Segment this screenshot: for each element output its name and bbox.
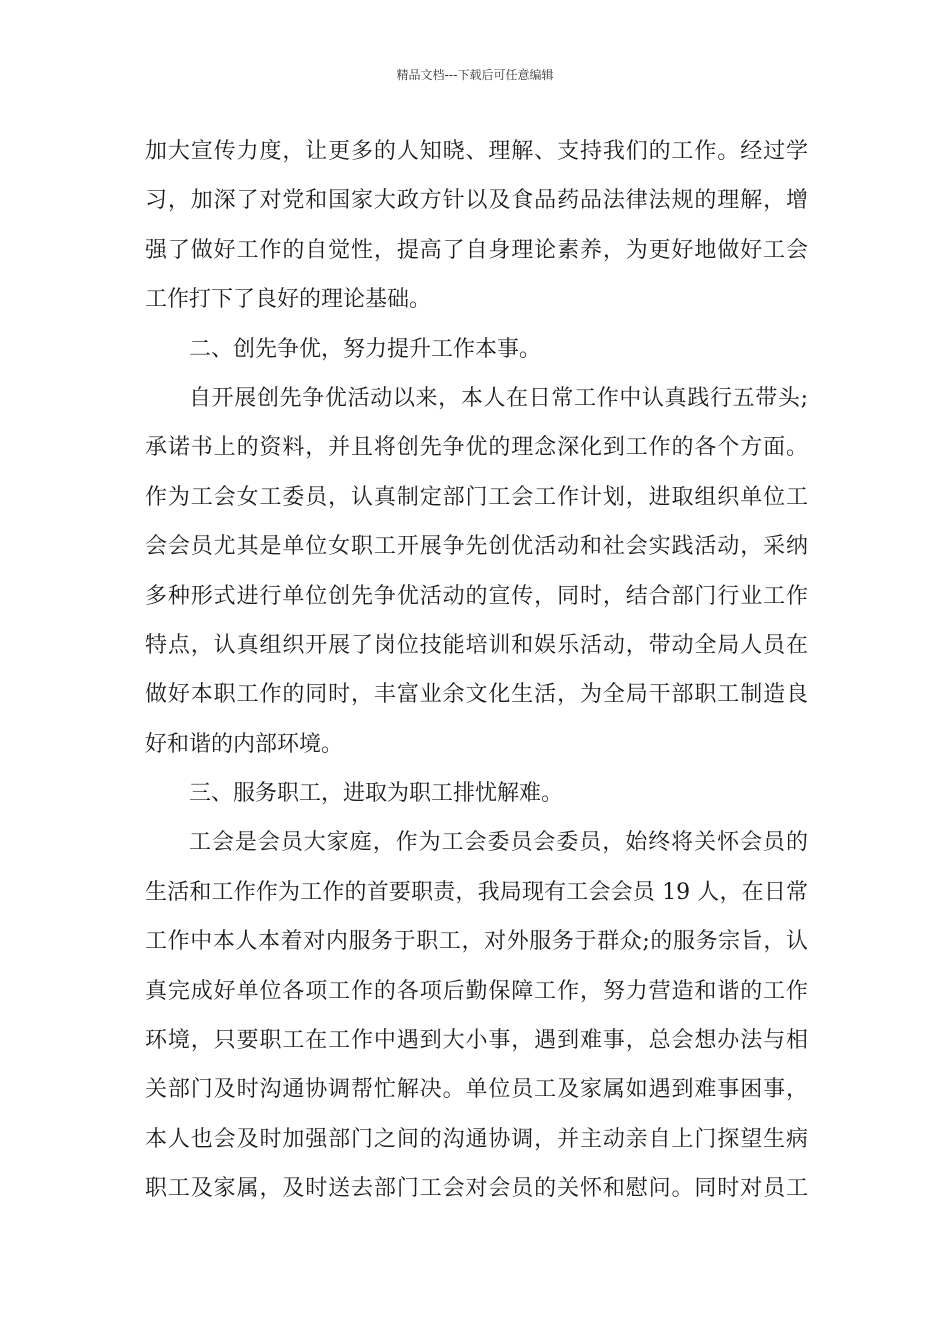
paragraph-line: 承诺书上的资料，并且将创先争优的理念深化到工作的各个方面。 — [145, 435, 808, 461]
paragraph-line: 生活和工作作为工作的首要职责，我局现有工会会员 19 人，在日常 — [145, 879, 808, 905]
paragraph-line: 真完成好单位各项工作的各项后勤保障工作，努力营造和谐的工作 — [145, 978, 808, 1004]
paragraph-line: 作为工会女工委员，认真制定部门工会工作计划，进取组织单位工 — [145, 484, 808, 510]
paragraph-line: 工会是会员大家庭，作为工会委员会委员，始终将关怀会员的 — [189, 830, 808, 856]
section-heading: 三、服务职工，进取为职工排忧解难。 — [189, 781, 564, 807]
paragraph-line: 多种形式进行单位创先争优活动的宣传，同时，结合部门行业工作 — [145, 583, 808, 609]
paragraph-line: 环境，只要职工在工作中遇到大小事，遇到难事，总会想办法与相 — [145, 1028, 808, 1054]
paragraph-line: 工作打下了良好的理论基础。 — [145, 287, 432, 313]
paragraph-line: 会会员尤其是单位女职工开展争先创优活动和社会实践活动，采纳 — [145, 534, 808, 560]
paragraph-line: 习，加深了对党和国家大政方针以及食品药品法律法规的理解，增 — [145, 188, 808, 214]
section-heading: 二、创先争优，努力提升工作本事。 — [189, 336, 542, 362]
paragraph-line: 特点，认真组织开展了岗位技能培训和娱乐活动，带动全局人员在 — [145, 632, 808, 658]
paragraph-line: 做好本职工作的同时，丰富业余文化生活，为全局干部职工制造良 — [145, 682, 808, 708]
paragraph-line: 工作中本人本着对内服务于职工，对外服务于群众;的服务宗旨，认 — [145, 929, 808, 955]
paragraph-line: 关部门及时沟通协调帮忙解决。单位员工及家属如遇到难事困事， — [145, 1077, 808, 1103]
paragraph-line: 加大宣传力度，让更多的人知晓、理解、支持我们的工作。经过学 — [145, 139, 808, 164]
document-body — [145, 127, 808, 1214]
paragraph-line: 本人也会及时加强部门之间的沟通协调，并主动亲自上门探望生病 — [145, 1126, 808, 1152]
page-header: 精品文档---下载后可任意编辑 — [396, 68, 554, 82]
paragraph-line: 强了做好工作的自觉性，提高了自身理论素养，为更好地做好工会 — [145, 237, 808, 263]
paragraph-line: 职工及家属，及时送去部门工会对会员的关怀和慰问。同时对员工 — [145, 1176, 808, 1202]
paragraph-line: 自开展创先争优活动以来，本人在日常工作中认真践行五带头; — [189, 385, 808, 411]
paragraph-line: 好和谐的内部环境。 — [145, 731, 344, 757]
